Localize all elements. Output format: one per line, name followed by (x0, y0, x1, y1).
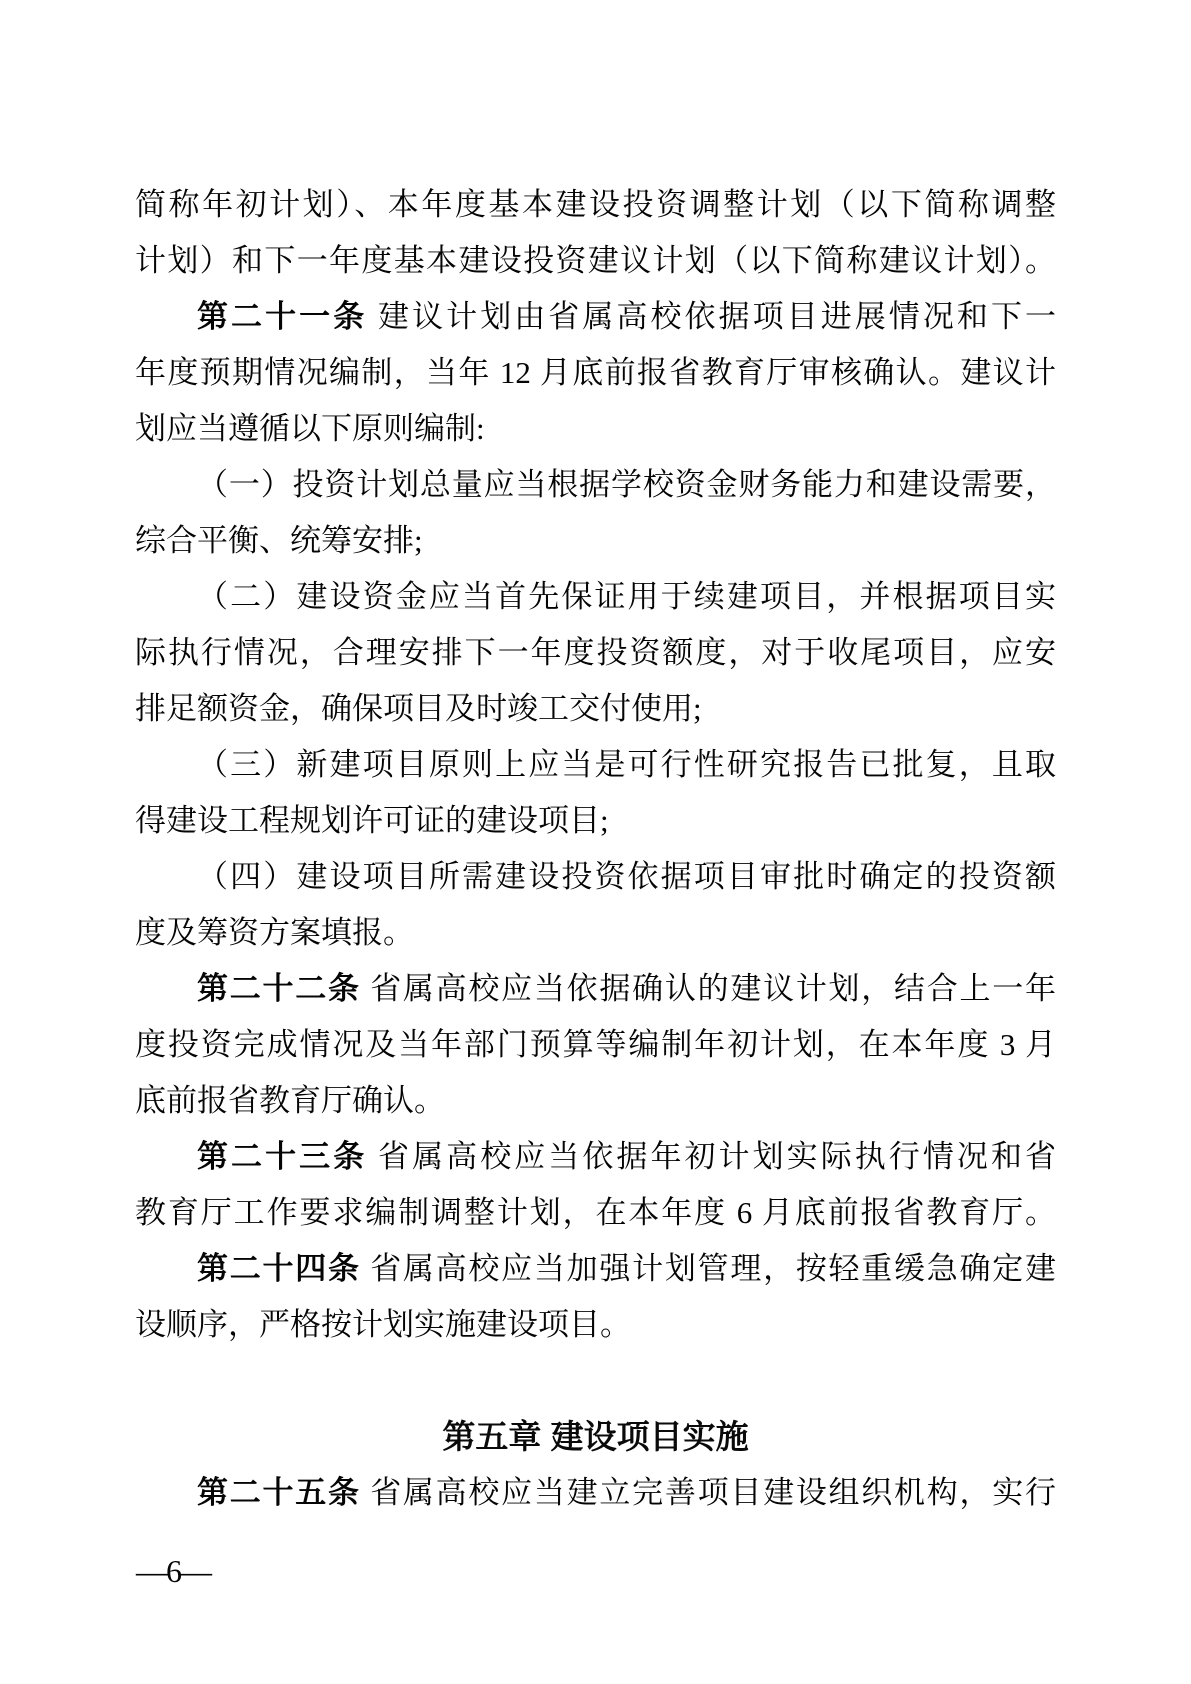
line-text: 省属高校应当建立完善项目建设组织机构，实行 (360, 1475, 1056, 1510)
line-text: 省属高校应当依据确认的建议计划，结合上一年 (360, 971, 1056, 1006)
text-line (135, 513, 1056, 569)
text-line (135, 401, 1056, 457)
text-line (135, 1465, 1056, 1521)
text-line (135, 737, 1056, 793)
text-line (135, 1017, 1056, 1073)
text-line (135, 345, 1056, 401)
page-number: —6— (136, 1553, 210, 1589)
line-text: 年度预期情况编制，当年 12 月底前报省教育厅审核确认。建议计 (135, 355, 1056, 390)
line-text: 综合平衡、统筹安排; (135, 523, 423, 558)
line-text: 计划）和下一年度基本建设投资建议计划（以下简称建议计划）。 (135, 243, 1056, 278)
text-line (135, 1297, 1056, 1353)
text-line (135, 569, 1056, 625)
text-line (135, 1185, 1056, 1241)
text-line (135, 457, 1056, 513)
line-text: 排足额资金，确保项目及时竣工交付使用; (135, 691, 702, 726)
text-line (135, 905, 1056, 961)
article-number: 第二十一条 (197, 299, 368, 334)
article-number: 第二十三条 (197, 1139, 368, 1174)
line-text: 教育厅工作要求编制调整计划，在本年度 6 月底前报省教育厅。 (135, 1195, 1056, 1230)
line-text: 简称年初计划）、本年度基本建设投资调整计划（以下简称调整 (135, 187, 1056, 222)
blank-line (135, 1353, 1056, 1409)
line-text: 度及筹资方案填报。 (135, 915, 414, 950)
line-text: 省属高校应当加强计划管理，按轻重缓急确定建 (360, 1251, 1056, 1286)
text-line (135, 233, 1056, 289)
text-line (135, 289, 1056, 345)
article-number: 第二十五条 (197, 1475, 361, 1510)
line-text: 得建设工程规划许可证的建设项目; (135, 803, 609, 838)
text-line (135, 1073, 1056, 1129)
line-text: 际执行情况，合理安排下一年度投资额度，对于收尾项目，应安 (135, 635, 1056, 670)
text-line (135, 793, 1056, 849)
text-line (135, 1241, 1056, 1297)
text-line (135, 681, 1056, 737)
text-line (135, 1129, 1056, 1185)
page-body (135, 177, 1056, 1521)
line-text: 省属高校应当依据年初计划实际执行情况和省 (367, 1139, 1056, 1174)
line-text: 划应当遵循以下原则编制: (135, 411, 485, 446)
article-number: 第二十四条 (197, 1251, 361, 1286)
article-number: 第二十二条 (197, 971, 361, 1006)
line-text: （二）建设资金应当首先保证用于续建项目，并根据项目实 (197, 579, 1056, 614)
line-text: 建议计划由省属高校依据项目进展情况和下一 (367, 299, 1056, 334)
line-text: 度投资完成情况及当年部门预算等编制年初计划，在本年度 3 月 (135, 1027, 1056, 1062)
chapter-heading: 第五章 建设项目实施 (442, 1418, 749, 1455)
text-line (135, 177, 1056, 233)
text-line (135, 625, 1056, 681)
text-line (135, 849, 1056, 905)
text-line (135, 961, 1056, 1017)
line-text: （四）建设项目所需建设投资依据项目审批时确定的投资额 (197, 859, 1056, 894)
line-text: 底前报省教育厅确认。 (135, 1083, 445, 1118)
line-text: 设顺序，严格按计划实施建设项目。 (135, 1307, 631, 1342)
line-text: （一）投资计划总量应当根据学校资金财务能力和建设需要， (197, 467, 1056, 502)
line-text: （三）新建项目原则上应当是可行性研究报告已批复，且取 (197, 747, 1056, 782)
